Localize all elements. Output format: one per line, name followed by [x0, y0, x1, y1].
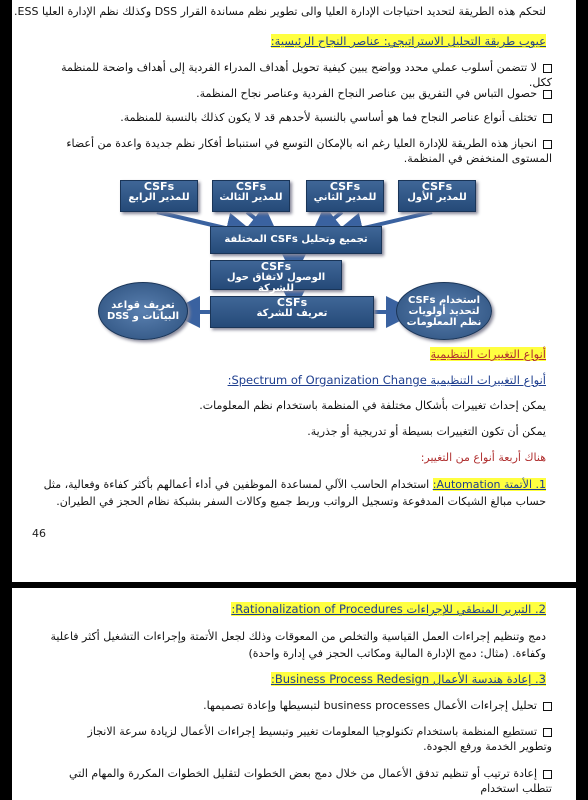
document-page-2: [12, 588, 576, 800]
define-databases-dss-ellipse: تعريف قواعد البيانات و DSS: [98, 282, 188, 340]
csf-box-manager-2: CSFs للمدير الثالث: [212, 180, 290, 212]
checkbox-bullet-icon: [543, 64, 552, 73]
rationalization-heading: 2. التبرير المنطقي للإجراءات Rationalization of Procedures:: [231, 602, 546, 616]
list-item: لا تتضمن أسلوب عملي محدد وواضح يبين كيفية تحويل أهداف المدراء الفردية إلى أهداف واضحة للمنظمة ككل.: [61, 61, 552, 89]
automation-paragraph: [42, 476, 546, 510]
spectrum-heading: أنواع التغييرات التنظيمية Spectrum of Organization Change:: [227, 373, 546, 387]
section-heading-text: عيوب طريقة التحليل الاستراتيجي: عناصر النجاح الرئيسية:: [270, 34, 546, 48]
list-item: تحليل إجراءات الأعمال business processes لتبسيطها وإعادة تصميمها.: [60, 698, 552, 713]
csf-box-manager-1: CSFs للمدير الرابع: [120, 180, 198, 212]
checkbox-bullet-icon: [543, 114, 552, 123]
document-page-1: [12, 0, 576, 582]
automation-label: 1. الأتمتة Automation:: [432, 478, 546, 491]
paragraph: يمكن أن تكون التغييرات بسيطة أو تدريجية أو جذرية.: [307, 425, 546, 438]
agree-csfs-box: CSFs الوصول لاتفاق حول للشركة: [210, 260, 342, 290]
four-types-label: هناك أربعة أنواع من التغيير:: [420, 451, 546, 464]
list-item: تختلف أنواع عناصر النجاح فما هو أساسي بالنسبة لأحدهم قد لا يكون كذلك بالنسبة للمنظمة.: [60, 110, 552, 125]
page-number: 46: [32, 527, 46, 540]
rationalization-text: دمج وتنظيم إجراءات العمل القياسية والتخلص من المعوقات وذلك لجعل الأتمتة وإجراءات التشغيل أكثر فاعلية وكفاءة. (مثال: دمج الإدارة المالية ومكاتب الحجز في إدارة واحدة): [50, 630, 546, 660]
types-heading: أنواع التغييرات التنظيمية: [430, 347, 546, 361]
checkbox-bullet-icon: [543, 702, 552, 711]
list-item: حصول التباس في التفريق بين عناصر النجاح الفردية وعناصر نجاح المنظمة.: [60, 86, 552, 101]
section-heading: [271, 34, 546, 48]
checkbox-bullet-icon: [543, 770, 552, 779]
checkbox-bullet-icon: [543, 90, 552, 99]
list-item: إعادة ترتيب أو تنظيم تدفق الأعمال من خلال دمج بعض الخطوات لتقليل الخطوات المكررة والمهام التي تتطلب استخدام: [69, 767, 552, 795]
define-company-csfs-box: CSFs تعريف للشركة: [210, 296, 374, 328]
csf-box-manager-3: CSFs للمدير الثاني: [306, 180, 384, 212]
top-line: لتحكم هذه الطريقة لتحديد احتياجات الإدارة العليا والى تطوير نظم مساندة القرار DSS وكذلك نظم الإدارة العليا ESS.: [14, 5, 546, 18]
checkbox-bullet-icon: [543, 140, 552, 149]
paragraph: يمكن إحداث تغييرات بأشكال مختلفة في المنظمة باستخدام نظم المعلومات.: [199, 399, 546, 412]
csf-diagram: [12, 170, 576, 350]
list-item: انحياز هذه الطريقة للإدارة العليا رغم انه بالإمكان التوسع في استنباط أفكار نظم جديدة واعدة من أعضاء المستوى المنخفض في المنظمة.: [66, 137, 552, 165]
checkbox-bullet-icon: [543, 728, 552, 737]
automation-text: استخدام الحاسب الآلي لمساعدة الموظفين في أداء أعمالهم بأكثر كفاءة وفعالية، مثل حساب مبالغ الشيكات المدفوعة وتسجيل الرواتب وربط جميع وكالات السفر بشبكة نظام الحجز في الطيران.: [43, 478, 546, 508]
bpr-heading: 3. إعادة هندسة الأعمال Business Process Redesign:: [270, 672, 546, 686]
list-item: تستطيع المنظمة باستخدام تكنولوجيا المعلومات تغيير وتبسيط إجراءات الأعمال لزيادة سرعة الانجاز وتطوير الخدمة ورفع الجودة.: [87, 725, 552, 753]
prioritize-is-ellipse: استخدام CSFs لتحديد أولويات نظم المعلومات: [396, 282, 492, 340]
aggregate-csfs-box: تجميع وتحليل CSFs المختلفة: [210, 226, 382, 254]
csf-box-manager-4: CSFs للمدير الأول: [398, 180, 476, 212]
